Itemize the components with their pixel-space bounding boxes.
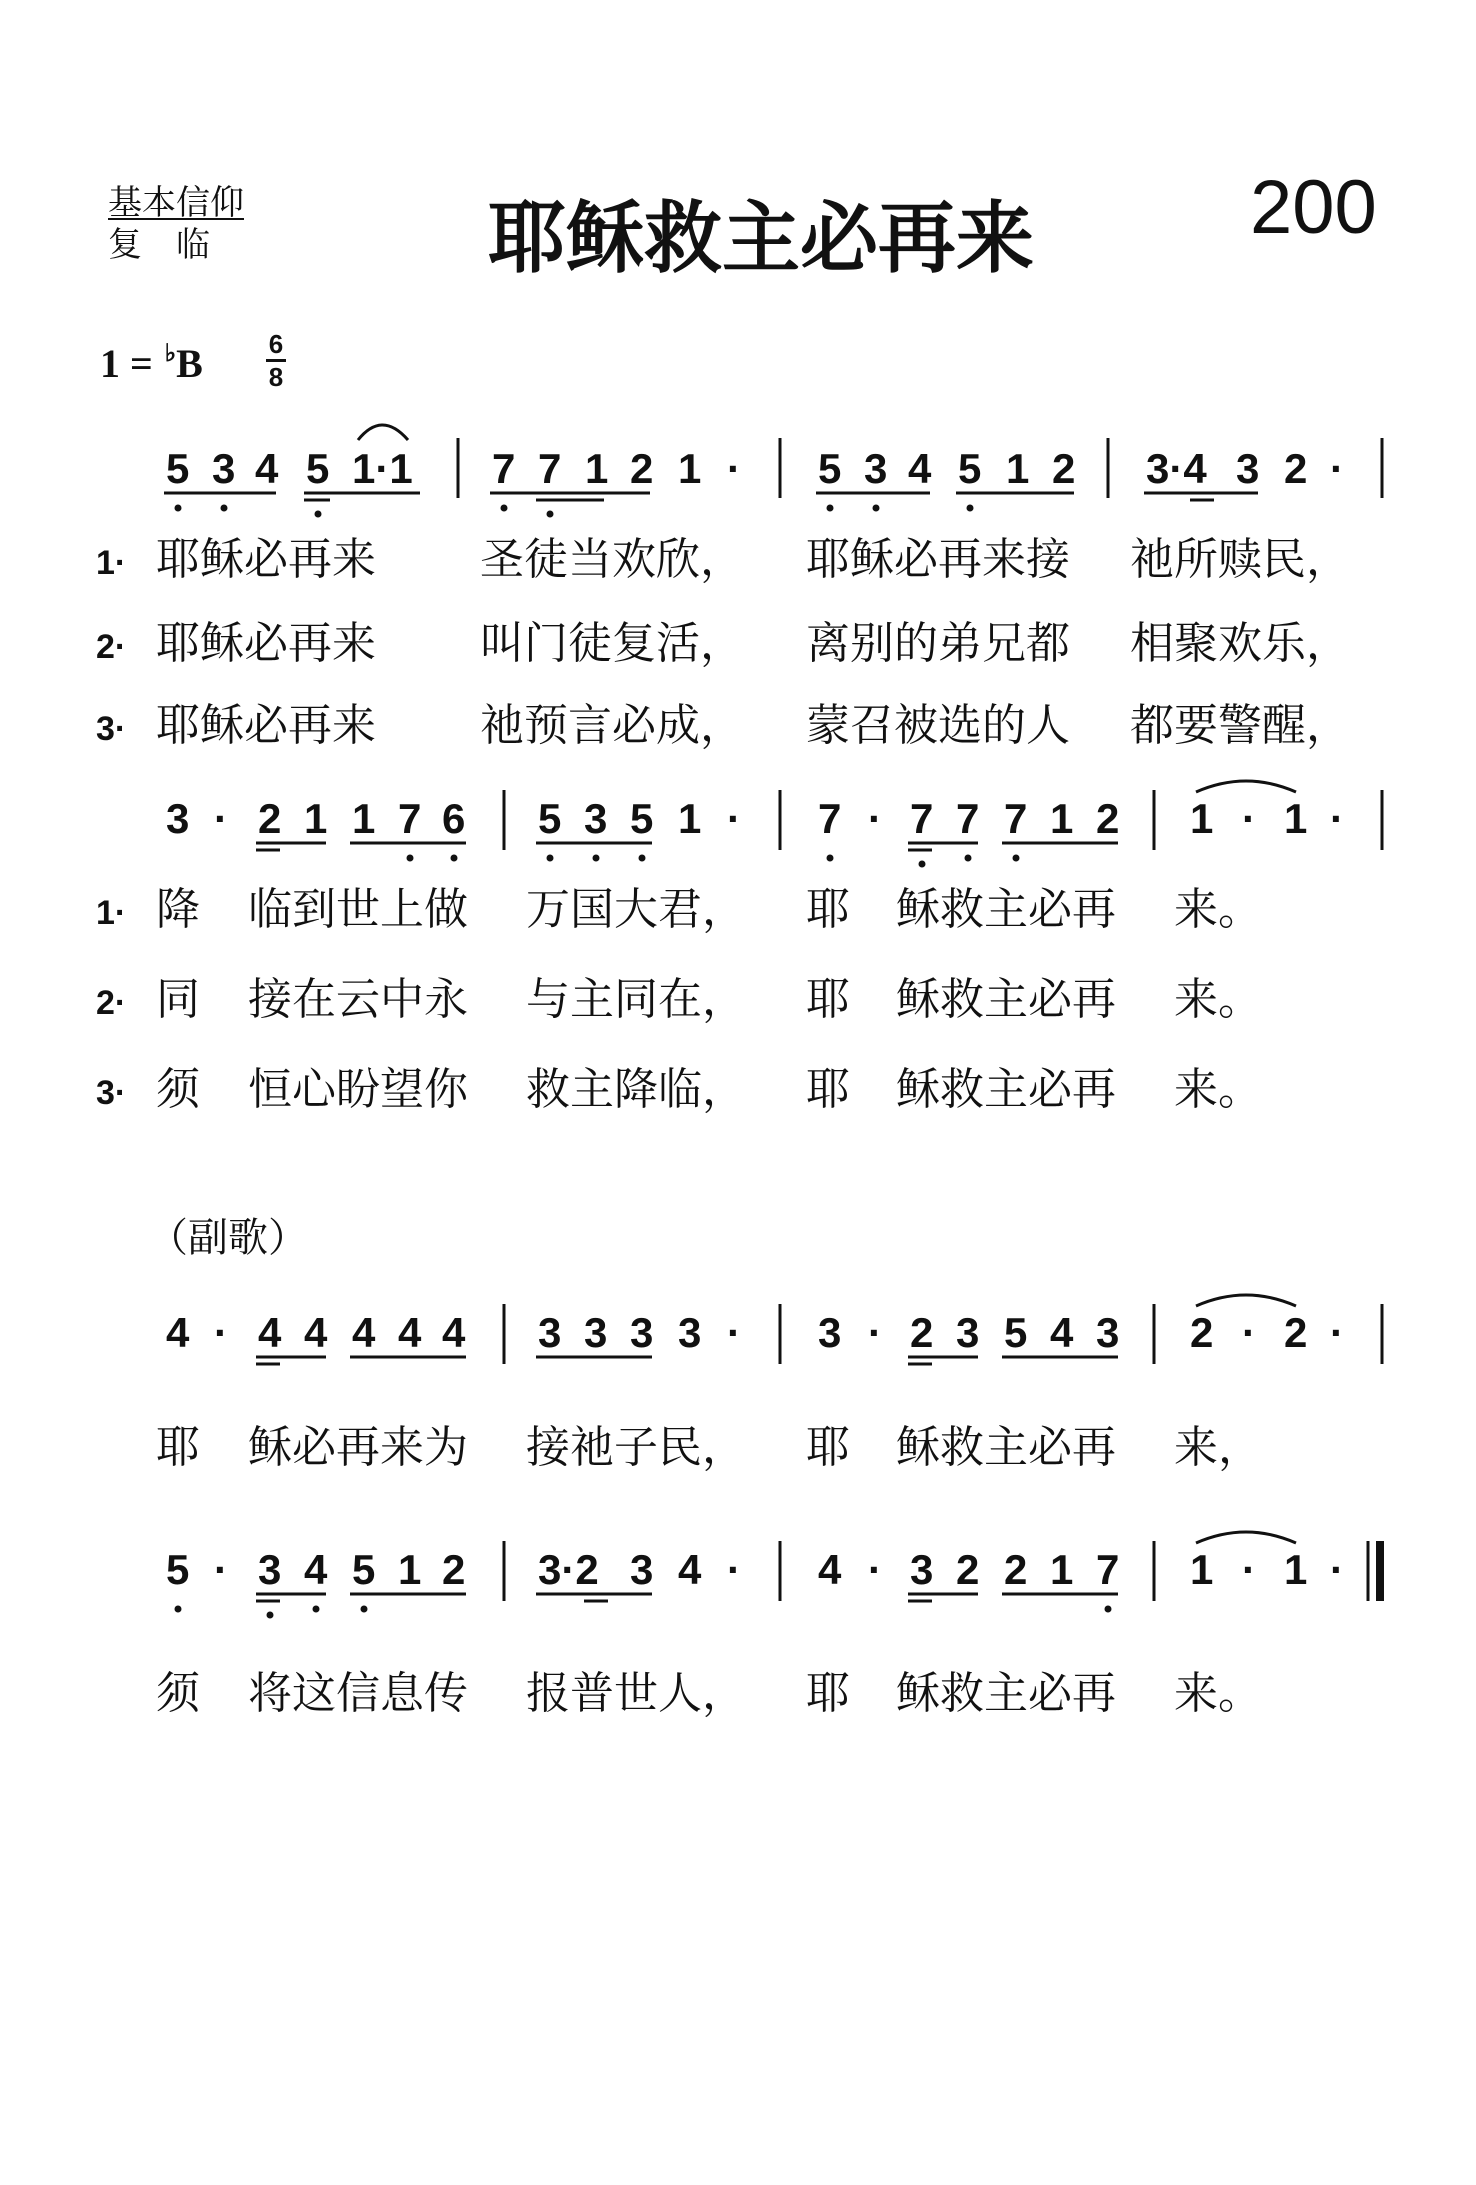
note: 1 <box>1050 1546 1074 1593</box>
note: 6 <box>442 795 466 842</box>
lyric: 都要警醒， <box>1130 700 1350 751</box>
note: 3 <box>678 1309 702 1356</box>
note: 4 <box>1050 1309 1074 1356</box>
note: 5 <box>166 1546 190 1593</box>
note: 4 <box>304 1546 328 1593</box>
low-dot <box>547 855 554 862</box>
lyric: 离别的弟兄都 <box>806 618 1070 669</box>
note: 3·2 <box>538 1546 599 1593</box>
note: 1 <box>1006 445 1030 492</box>
note: 3 <box>258 1546 282 1593</box>
note: 2 <box>1284 1309 1308 1356</box>
lyric: 来。 <box>1174 1064 1262 1115</box>
note: 5 <box>352 1546 376 1593</box>
verse-number: 1· <box>96 894 127 932</box>
lyric: 须 <box>156 1064 200 1115</box>
lyric: 蒙召被选的人 <box>806 700 1070 751</box>
low-dot <box>919 861 926 868</box>
lyric: 稣救主必再 <box>896 884 1116 935</box>
note: · <box>1330 795 1344 842</box>
note: 1 <box>1190 1546 1214 1593</box>
verse-number: 2· <box>96 628 127 666</box>
note: 1 <box>585 445 609 492</box>
low-dot <box>873 505 880 512</box>
low-dot <box>965 855 972 862</box>
note: 4 <box>258 1309 282 1356</box>
lyric: 将这信息传 <box>248 1668 468 1719</box>
category-top: 基本信仰 <box>108 183 244 223</box>
note: 4 <box>818 1546 842 1593</box>
lyric: 万国大君， <box>526 884 746 935</box>
lyric: 稣救主必再 <box>896 974 1116 1025</box>
lyric: 稣救主必再 <box>896 1668 1116 1719</box>
lyric: 临到世上做 <box>248 884 468 935</box>
note: · <box>868 1546 882 1593</box>
hymn-title: 耶稣救主必再来 <box>488 194 1035 284</box>
lyric: 祂所赎民， <box>1130 534 1350 585</box>
note: · <box>1330 1546 1344 1593</box>
note: 7 <box>1004 795 1028 842</box>
category-bottom: 复 临 <box>108 225 210 265</box>
lyric: 相聚欢乐， <box>1130 618 1350 669</box>
note: 2 <box>1052 445 1076 492</box>
lyric: 接在云中永 <box>248 974 468 1025</box>
lyric: 来。 <box>1174 1668 1262 1719</box>
notation-system-1 <box>164 425 1382 518</box>
low-dot <box>1013 855 1020 862</box>
note: 7 <box>818 795 842 842</box>
note: 3·4 <box>1146 445 1207 492</box>
note: 1 <box>1050 795 1074 842</box>
note: 7 <box>398 795 422 842</box>
lyric: 稣必再来为 <box>248 1422 468 1473</box>
lyric: 来， <box>1174 1422 1262 1473</box>
low-dot <box>827 855 834 862</box>
note: 7 <box>910 795 934 842</box>
note: 2 <box>258 795 282 842</box>
lyric: 报普世人， <box>526 1668 746 1719</box>
lyric: 来。 <box>1174 974 1262 1025</box>
note: 5 <box>166 445 190 492</box>
note: 5 <box>1004 1309 1028 1356</box>
note: 3 <box>1096 1309 1120 1356</box>
note: 5 <box>630 795 654 842</box>
note: 2 <box>956 1546 980 1593</box>
note: 5 <box>958 445 982 492</box>
low-dot <box>593 855 600 862</box>
note: · <box>1330 1309 1344 1356</box>
note: 7 <box>492 445 516 492</box>
lyric: 来。 <box>1174 884 1262 935</box>
note: 3 <box>910 1546 934 1593</box>
note: 5 <box>818 445 842 492</box>
note: 7 <box>538 445 562 492</box>
note: 3 <box>630 1546 654 1593</box>
lyric: 降 <box>156 884 200 935</box>
note: · <box>1242 795 1256 842</box>
low-dot <box>451 855 458 862</box>
tie <box>1196 1532 1296 1543</box>
low-dot <box>1105 1606 1112 1613</box>
key-signature: 1 = ♭B <box>100 341 203 386</box>
note: 3 <box>864 445 888 492</box>
note: · <box>868 795 882 842</box>
note: 1 <box>678 445 702 492</box>
lyric: 稣救主必再 <box>896 1422 1116 1473</box>
low-dot <box>175 505 182 512</box>
hymn-number: 200 <box>1250 165 1377 250</box>
low-dot <box>967 505 974 512</box>
note: 1·1 <box>352 445 413 492</box>
verse-number: 1· <box>96 544 127 582</box>
lyric: 须 <box>156 1668 200 1719</box>
flat-icon: ♭ <box>164 341 177 367</box>
note: 4 <box>304 1309 328 1356</box>
tie <box>1196 1295 1296 1306</box>
meter-bottom: 8 <box>268 362 284 392</box>
notation-system-3 <box>166 1295 1382 1364</box>
lyric: 耶稣必再来 <box>156 618 376 669</box>
note: 4 <box>255 445 279 492</box>
note: · <box>727 795 741 842</box>
note: · <box>868 1309 882 1356</box>
note: 2 <box>1284 445 1308 492</box>
verse-number: 3· <box>96 1074 127 1112</box>
lyric: 耶稣必再来 <box>156 534 376 585</box>
low-dot <box>315 511 322 518</box>
note: · <box>1242 1309 1256 1356</box>
lyric: 祂预言必成， <box>480 700 744 751</box>
note: · <box>727 1546 741 1593</box>
notation-system-4 <box>166 1532 1380 1619</box>
note: 1 <box>398 1546 422 1593</box>
note: 1 <box>678 795 702 842</box>
note: 3 <box>1236 445 1260 492</box>
note: · <box>214 1546 228 1593</box>
note: 3 <box>584 1309 608 1356</box>
note: 4 <box>398 1309 422 1356</box>
note: 3 <box>584 795 608 842</box>
note: 5 <box>538 795 562 842</box>
note: 1 <box>304 795 328 842</box>
note: 4 <box>908 445 932 492</box>
lyric: 耶 <box>806 1064 850 1115</box>
lyric: 稣救主必再 <box>896 1064 1116 1115</box>
note: 2 <box>442 1546 466 1593</box>
note: 3 <box>956 1309 980 1356</box>
low-dot <box>221 505 228 512</box>
tie <box>1196 781 1296 792</box>
note: 4 <box>166 1309 190 1356</box>
lyric: 接祂子民， <box>526 1422 746 1473</box>
meter-top: 6 <box>268 329 284 359</box>
note: · <box>727 445 741 492</box>
note: 3 <box>818 1309 842 1356</box>
note: 1 <box>1284 795 1308 842</box>
lyric: 与主同在， <box>526 974 746 1025</box>
verse-number: 2· <box>96 984 127 1022</box>
note: 7 <box>956 795 980 842</box>
note: · <box>214 1309 228 1356</box>
lyric: 耶 <box>156 1422 200 1473</box>
lyric: 耶 <box>806 1668 850 1719</box>
note: 2 <box>1004 1546 1028 1593</box>
low-dot <box>407 855 414 862</box>
chorus-label: （副歌） <box>148 1215 308 1261</box>
lyric: 耶 <box>806 1422 850 1473</box>
low-dot <box>175 1606 182 1613</box>
note: 3 <box>630 1309 654 1356</box>
note: 1 <box>1284 1546 1308 1593</box>
note: · <box>214 795 228 842</box>
note: · <box>1242 1546 1256 1593</box>
verse-number: 3· <box>96 710 127 748</box>
note: 2 <box>1190 1309 1214 1356</box>
note: 2 <box>1096 795 1120 842</box>
lyric: 耶稣必再来 <box>156 700 376 751</box>
verse-row-1 <box>96 534 126 589</box>
low-dot <box>547 511 554 518</box>
note: 2 <box>910 1309 934 1356</box>
low-dot <box>639 855 646 862</box>
note: 4 <box>678 1546 702 1593</box>
low-dot <box>267 1612 274 1619</box>
lyric: 同 <box>156 974 200 1025</box>
lyric: 圣徒当欢欣， <box>480 534 744 585</box>
note: 3 <box>166 795 190 842</box>
note: 3 <box>538 1309 562 1356</box>
low-dot <box>313 1606 320 1613</box>
lyric: 耶稣必再来接 <box>806 534 1070 585</box>
tie <box>358 425 408 440</box>
lyric: 救主降临， <box>526 1064 746 1115</box>
note: 1 <box>1190 795 1214 842</box>
lyric: 叫门徒复活， <box>480 618 744 669</box>
note: 2 <box>630 445 654 492</box>
lyric: 耶 <box>806 884 850 935</box>
note: 4 <box>442 1309 466 1356</box>
note: 3 <box>212 445 236 492</box>
low-dot <box>827 505 834 512</box>
note: · <box>727 1309 741 1356</box>
note: · <box>1330 445 1344 492</box>
low-dot <box>501 505 508 512</box>
lyric: 恒心盼望你 <box>248 1064 468 1115</box>
notation-system-2 <box>166 781 1382 868</box>
low-dot <box>361 1606 368 1613</box>
note: 7 <box>1096 1546 1120 1593</box>
note: 1 <box>352 795 376 842</box>
note: 4 <box>352 1309 376 1356</box>
lyric: 耶 <box>806 974 850 1025</box>
note: 5 <box>306 445 330 492</box>
